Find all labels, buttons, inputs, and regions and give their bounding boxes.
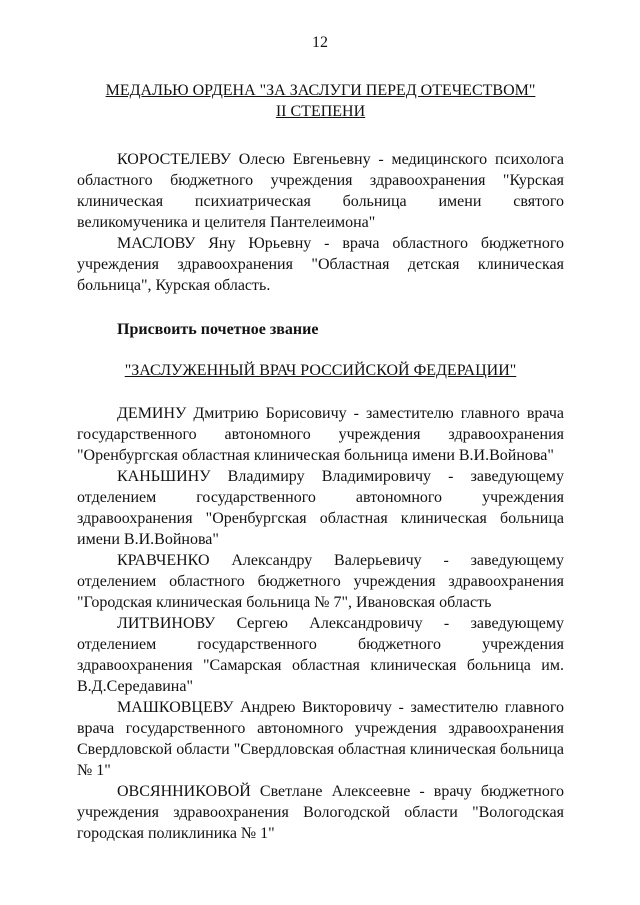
award-entry: КОРОСТЕЛЕВУ Олесю Евгеньевну - медицинского психолога областного бюджетного учреждения здравоохранения "Курская клиническая психиатрическая больница имени святого великомученика и целителя Пантелеимона" [77,151,564,231]
document-body [77,80,564,844]
award-heading [77,80,564,122]
honorary-entry: ОВСЯННИКОВОЙ Светлане Алексеевне - врачу бюджетного учреждения здравоохранения Вологодской области "Вологодская городская поликлиника № 1" [77,783,564,842]
honorary-entry: КАНЬШИНУ Владимиру Владимировичу - заведующему отделением государственного автономного учреждения здравоохранения "Оренбургская областная клиническая больница имени В.И.Войнова" [77,468,564,548]
page-number: 12 [312,34,328,51]
honorary-entry: ЛИТВИНОВУ Сергею Александровичу - заведующему отделением государственного бюджетного учреждения здравоохранения "Самарская областная клиническая больница им. В.Д.Середавина" [77,615,564,695]
honorary-entry: ДЕМИНУ Дмитрию Борисовичу - заместителю главного врача государственного автономного учреждения здравоохранения "Оренбургская областная клиническая больница имени В.И.Войнова" [77,405,564,464]
honorary-entry: КРАВЧЕНКО Александру Валерьевичу - заведующему отделением областного бюджетного учреждения здравоохранения "Городская клиническая больница № 7", Ивановская область [77,552,564,611]
assign-title-label: Присвоить почетное звание [117,321,319,338]
award-entry: МАСЛОВУ Яну Юрьевну - врача областного бюджетного учреждения здравоохранения "Областная детская клиническая больница", Курская область. [77,235,564,294]
honorary-entry: МАШКОВЦЕВУ Андрею Викторовичу - заместителю главного врача государственного автономного учреждения здравоохранения Свердловской области "Свердловская областная клиническая больница № 1" [77,699,564,779]
honorary-title: "ЗАСЛУЖЕННЫЙ ВРАЧ РОССИЙСКОЙ ФЕДЕРАЦИИ" [124,362,517,379]
award-title-line1: МЕДАЛЬЮ ОРДЕНА "ЗА ЗАСЛУГИ ПЕРЕД ОТЕЧЕСТВОМ" [105,82,536,99]
award-title-line2: II СТЕПЕНИ [275,103,366,120]
